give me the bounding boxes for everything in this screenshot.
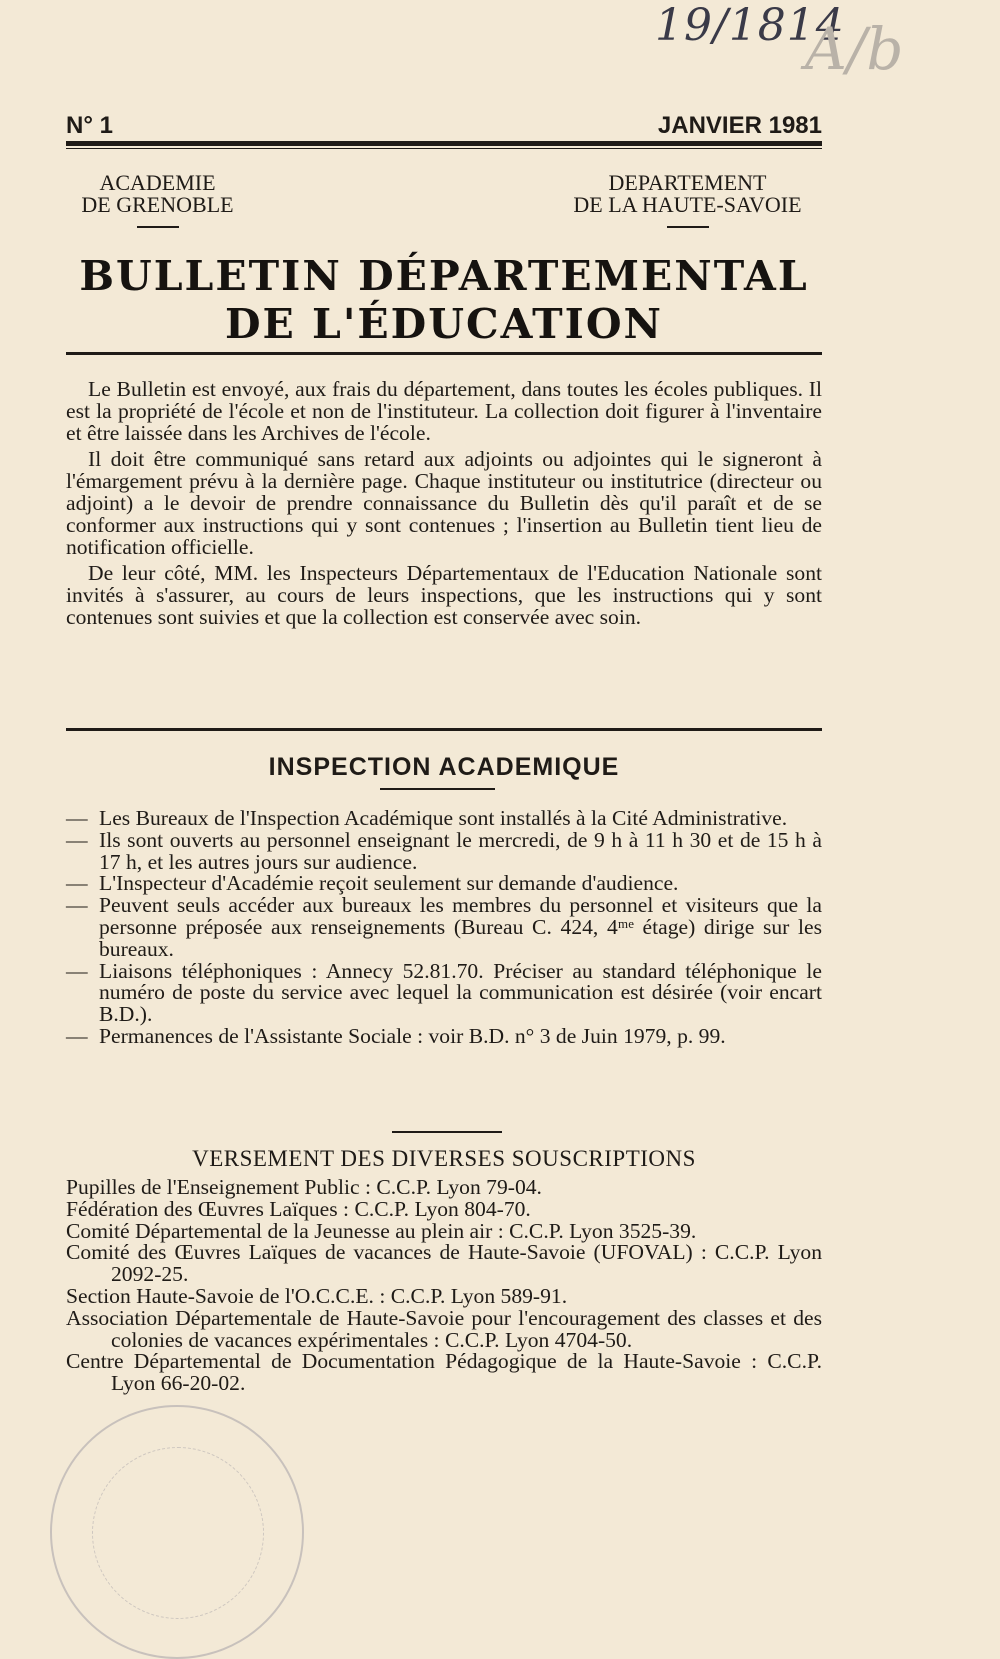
intro-paragraph: Le Bulletin est envoyé, aux frais du département, dans toutes les écoles publiques. Il est la propriété de l'école et non de l'instituteur. La collection doit figurer à l'inventaire et être laissée dans les Archives de l'école.: [66, 377, 822, 445]
list-dash: —: [66, 871, 88, 896]
academy-line-2: DE GRENOBLE: [81, 192, 234, 217]
subscription-entry: Comité Départemental de la Jeunesse au plein air : C.C.P. Lyon 3525-39.: [66, 1218, 697, 1243]
list-item-text: Liaisons téléphoniques : Annecy 52.81.70. Préciser au standard téléphonique le numéro de poste du service avec lequel la communication est désirée (voir encart B.D.).: [99, 958, 822, 1027]
list-item-text: Ils sont ouverts au personnel enseignant le mercredi, de 9 h à 11 h 30 et de 15 h à 17 h, et les autres jours sur audience.: [99, 827, 822, 874]
issue-date: JANVIER 1981: [657, 112, 822, 139]
section-divider-rule: [66, 728, 822, 731]
list-item: [66, 827, 822, 874]
issue-number: N° 1: [66, 112, 113, 139]
subscription-entry: Section Haute-Savoie de l'O.C.C.E. : C.C.P. Lyon 589-91.: [66, 1283, 568, 1308]
list-dash: —: [66, 958, 88, 983]
department-line-1: DEPARTEMENT: [608, 170, 767, 195]
inspection-underline: [380, 788, 495, 790]
subscription-entry: Pupilles de l'Enseignement Public : C.C.P. Lyon 79-04.: [66, 1175, 542, 1199]
inspection-heading: INSPECTION ACADEMIQUE: [268, 753, 620, 781]
versement-top-rule: [392, 1131, 502, 1133]
academy-dash: [137, 226, 179, 228]
versement-heading: VERSEMENT DES DIVERSES SOUSCRIPTIONS: [192, 1146, 696, 1171]
handwritten-reference: 19/1814: [655, 0, 845, 51]
library-stamp-inner-ring: [92, 1447, 264, 1619]
academy-line-1: ACADEMIE: [99, 170, 216, 195]
list-dash: —: [66, 806, 88, 830]
list-item-text: L'Inspecteur d'Académie reçoit seulement sur demande d'audience.: [99, 871, 679, 896]
header-rule-thick: [66, 141, 822, 146]
list-item: [66, 873, 822, 895]
department-line-2: DE LA HAUTE-SAVOIE: [573, 192, 802, 217]
list-item: [66, 958, 822, 1027]
department-block: [545, 172, 830, 228]
title-rule: [66, 352, 822, 355]
intro-text: [66, 378, 822, 632]
intro-paragraph: De leur côté, MM. les Inspecteurs Départementaux de l'Education Nationale sont invités à s'assurer, au cours de leurs inspections, que les instructions qui y sont contenues sont suivies et que la collection est conservée avec soin.: [66, 561, 822, 629]
library-stamp: [50, 1405, 304, 1659]
versement-list: [66, 1177, 822, 1395]
subscription-entry: Comité des Œuvres Laïques de vacances de Haute-Savoie (UFOVAL) : C.C.P. Lyon 2092-25.: [66, 1240, 822, 1287]
subscription-entry: Centre Départemental de Documentation Pédagogique de la Haute-Savoie : C.C.P. Lyon 66-20-02.: [66, 1349, 822, 1396]
department-dash: [667, 226, 709, 228]
bulletin-title-line-2: DE L'ÉDUCATION: [224, 300, 664, 348]
list-dash: —: [66, 827, 88, 852]
list-dash: —: [66, 893, 88, 918]
list-item-text: Peuvent seuls accéder aux bureaux les membres du personnel et visiteurs que la personne préposée aux renseignements (Bureau C. 424, 4ᵐᵉ étage) dirige sur les bureaux.: [99, 893, 822, 961]
list-item: [66, 895, 822, 960]
intro-paragraph: Il doit être communiqué sans retard aux adjoints ou adjointes qui le signeront à l'émargement prévu à la dernière page. Chaque instituteur ou institutrice (directeur ou adjoint) a le devoir de prendre connaissance du Bulletin dès qu'il paraît et de se conformer aux instructions qui y sont contenues ; l'insertion au Bulletin tient lieu de notification officielle.: [66, 447, 822, 559]
handwritten-faint-mark: A/b: [805, 15, 904, 83]
list-item-text: Permanences de l'Assistante Sociale : voir B.D. n° 3 de Juin 1979, p. 99.: [99, 1023, 726, 1048]
inspection-list: [66, 808, 822, 1048]
header-rule-thin: [66, 148, 822, 149]
subscription-entry: Fédération des Œuvres Laïques : C.C.P. Lyon 804-70.: [66, 1196, 531, 1221]
subscription-entry: Association Départementale de Haute-Savoie pour l'encouragement des classes et des colonies de vacances expérimentales : C.C.P. Lyon 4704-50.: [66, 1305, 822, 1352]
list-item-text: Les Bureaux de l'Inspection Académique sont installés à la Cité Administrative.: [99, 806, 788, 830]
bulletin-title-line-1: BULLETIN DÉPARTEMENTAL: [79, 252, 809, 300]
academy-block: [60, 172, 255, 228]
list-item: [66, 808, 822, 830]
list-item: [66, 1023, 822, 1048]
list-dash: —: [66, 1023, 88, 1048]
